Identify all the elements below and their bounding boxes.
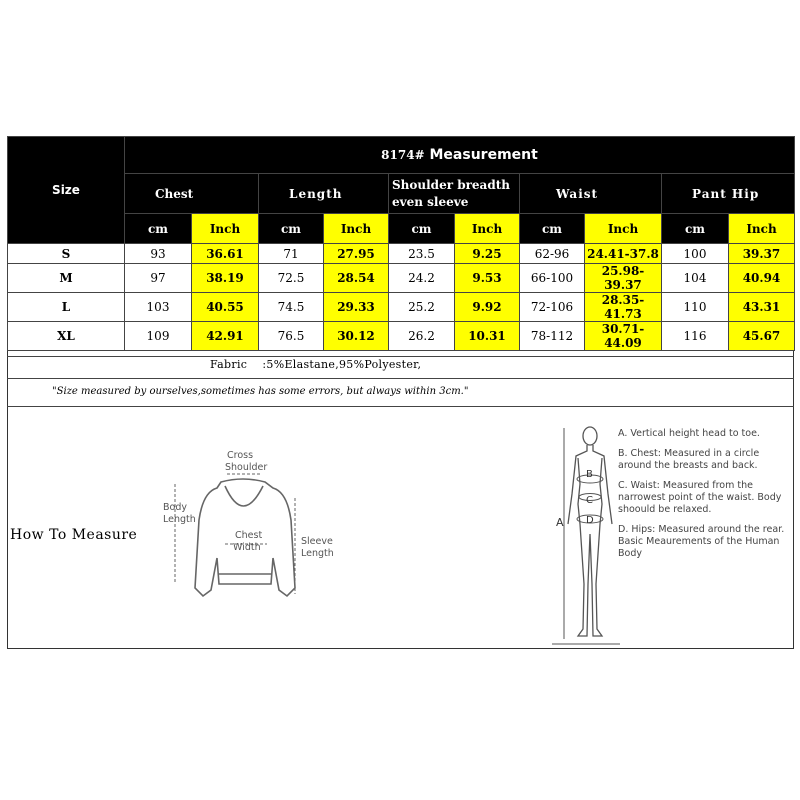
unit-inch: Inch — [192, 214, 259, 244]
legend-b: B. Chest: Measured in a circle around the breasts and back. — [618, 448, 760, 471]
arms — [568, 445, 612, 524]
row-size: L — [8, 293, 125, 322]
table-row — [8, 244, 795, 264]
cell-inch: 9.92 — [455, 293, 520, 322]
cell-cm: 78-112 — [520, 322, 585, 351]
row-size: S — [8, 244, 125, 264]
cell-cm: 109 — [125, 322, 192, 351]
letter-c: C — [586, 495, 593, 506]
cell-cm: 116 — [662, 322, 729, 351]
legend-d: D. Hips: Measured around the rear. Basic Meaurements of the Human Body — [618, 524, 785, 559]
cell-inch: 45.67 — [729, 322, 795, 351]
cell-cm: 104 — [662, 264, 729, 293]
cell-cm: 23.5 — [389, 244, 455, 264]
table-row — [8, 293, 795, 322]
unit-cm: cm — [259, 214, 324, 244]
sweater-neckline — [225, 486, 263, 506]
cell-inch: 39.37 — [729, 244, 795, 264]
unit-cm: cm — [125, 214, 192, 244]
cell-inch: 10.31 — [455, 322, 520, 351]
unit-inch: Inch — [585, 214, 662, 244]
table-row — [8, 264, 795, 293]
size-table — [7, 136, 795, 351]
cell-inch: 30.71-44.09 — [585, 322, 662, 351]
cell-cm: 103 — [125, 293, 192, 322]
cell-cm: 71 — [259, 244, 324, 264]
body-length-label-1: Body — [163, 502, 187, 513]
cell-inch: 27.95 — [324, 244, 389, 264]
letter-b: B — [586, 469, 593, 480]
row-size: M — [8, 264, 125, 293]
col-waist: Waist — [520, 174, 662, 214]
cell-inch: 38.19 — [192, 264, 259, 293]
col-shoulder: Shoulder breadth even sleeve — [389, 174, 520, 214]
cross-shoulder-label-1: Cross — [227, 450, 254, 461]
unit-inch: Inch — [729, 214, 795, 244]
cell-cm: 76.5 — [259, 322, 324, 351]
cell-inch: 42.91 — [192, 322, 259, 351]
chest-width-label-2: Width — [233, 542, 261, 553]
divider — [7, 406, 794, 407]
cell-inch: 28.35-41.73 — [585, 293, 662, 322]
cell-inch: 30.12 — [324, 322, 389, 351]
col-pant-hip: Pant Hip — [662, 174, 795, 214]
cell-cm: 66-100 — [520, 264, 585, 293]
cell-inch: 29.33 — [324, 293, 389, 322]
divider — [7, 378, 794, 379]
legend-c: C. Waist: Measured from the narrowest point of the waist. Body shoould be relaxed. — [618, 480, 782, 515]
cell-inch: 43.31 — [729, 293, 795, 322]
cell-cm: 100 — [662, 244, 729, 264]
unit-cm: cm — [662, 214, 729, 244]
cell-cm: 25.2 — [389, 293, 455, 322]
cell-inch: 28.54 — [324, 264, 389, 293]
fabric-text: Fabric :5%Elastane,95%Polyester, — [210, 358, 422, 371]
head — [583, 427, 597, 445]
cell-cm: 24.2 — [389, 264, 455, 293]
letter-a: A — [556, 516, 564, 529]
cell-cm: 74.5 — [259, 293, 324, 322]
cell-cm: 62-96 — [520, 244, 585, 264]
cell-cm: 97 — [125, 264, 192, 293]
table-title — [125, 137, 795, 174]
legend-a: A. Vertical height head to toe. — [618, 428, 760, 439]
title-number: 8174# — [381, 148, 425, 162]
col-length: Length — [259, 174, 389, 214]
cell-cm: 72-106 — [520, 293, 585, 322]
sleeve-length-label-1: Sleeve — [301, 536, 333, 547]
cell-inch: 24.41-37.8 — [585, 244, 662, 264]
size-header: Size — [8, 137, 125, 244]
cell-inch: 36.61 — [192, 244, 259, 264]
measurement-legend — [618, 428, 788, 568]
sweater-diagram — [155, 448, 355, 608]
unit-inch: Inch — [324, 214, 389, 244]
cell-inch: 40.94 — [729, 264, 795, 293]
torso-legs — [578, 458, 602, 636]
chest-width-label-1: Chest — [235, 530, 263, 541]
cell-inch: 9.53 — [455, 264, 520, 293]
how-to-measure-label: How To Measure — [10, 527, 138, 543]
title-text: Measurement — [424, 147, 538, 163]
unit-inch: Inch — [455, 214, 520, 244]
cell-cm: 26.2 — [389, 322, 455, 351]
cell-cm: 93 — [125, 244, 192, 264]
cell-cm: 72.5 — [259, 264, 324, 293]
divider — [7, 356, 794, 357]
row-size: XL — [8, 322, 125, 351]
col-chest: Chest — [125, 174, 259, 214]
cell-inch: 40.55 — [192, 293, 259, 322]
body-length-label-2: Length — [163, 514, 196, 525]
cross-shoulder-label-2: Shoulder — [225, 462, 268, 473]
letter-d: D — [586, 515, 594, 526]
body-figure — [550, 424, 620, 649]
unit-cm: cm — [389, 214, 455, 244]
unit-cm: cm — [520, 214, 585, 244]
measurement-note: "Size measured by ourselves,sometimes has some errors, but always within 3cm." — [52, 386, 469, 397]
sleeve-length-label-2: Length — [301, 548, 334, 559]
cell-inch: 9.25 — [455, 244, 520, 264]
cell-inch: 25.98-39.37 — [585, 264, 662, 293]
table-row — [8, 322, 795, 351]
cell-cm: 110 — [662, 293, 729, 322]
